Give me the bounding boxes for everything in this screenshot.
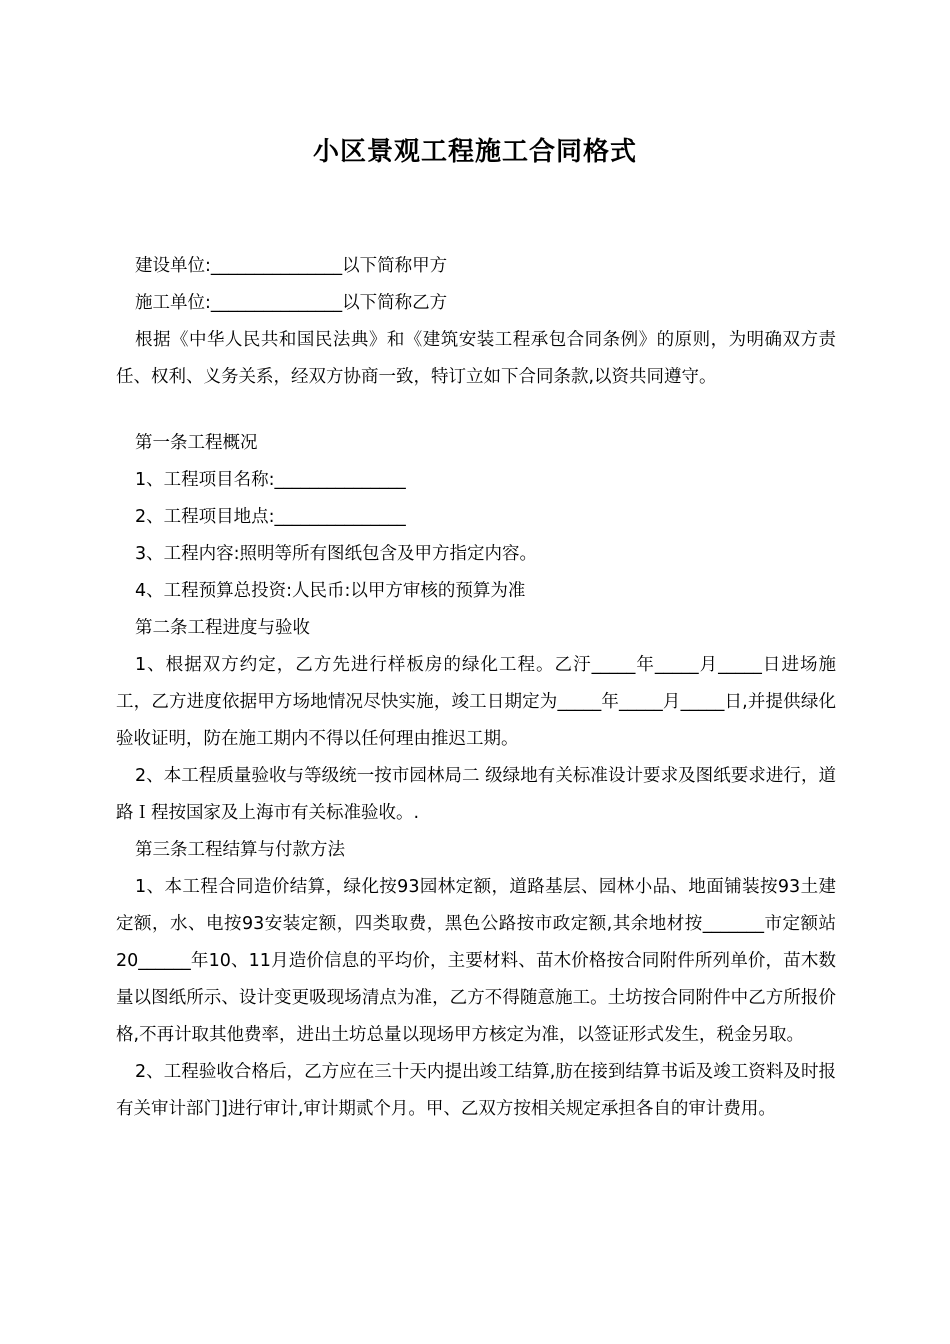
document-title: 小区景观工程施工合同格式 — [312, 137, 637, 167]
clause-contractor-unit: 施工单位:_______________以下简称乙方 — [135, 293, 448, 313]
article-1-item-3: 3、工程内容:照明等所有图纸包含及甲方指定内容。 — [135, 544, 538, 564]
section-spacer — [116, 396, 836, 425]
article-1-item-2: 2、工程项目地点:_______________ — [135, 507, 406, 527]
article-1-item-4: 4、工程预算总投资:人民币:以甲方审核的预算为准 — [135, 581, 526, 601]
article-1-item-1: 1、工程项目名称:_______________ — [135, 470, 406, 490]
document-body — [116, 248, 836, 1128]
article-3-item-2: 2、工程验收合格后，乙方应在三十天内提出竣工结算,肪在接到结算书诟及竣工资料及时报有关审计部门]进行审计,审计期贰个月。甲、乙双方按相关规定承担各自的审计费用。 — [116, 1062, 836, 1119]
article-3-item-1: 1、本工程合同造价结算，绿化按93园林定额，道路基层、园林小品、地面铺装按93土建定额，水、电按93安装定额，四类取费，黑色公路按市政定额,其余地材按_______市定额站20______年10、11月造价信息的平均价，主要材料、苗木价格按合同附件所列单价，苗木数量以图纸所示、设计变更吸现场清点为准，乙方不得随意施工。土坊按合同附件中乙方所报价格,不再计取其他费率，进出土坊总量以现场甲方核定为准，以签证形式发生，税金另取。 — [116, 877, 836, 1045]
article-2-heading: 第二条工程进度与验收 — [135, 618, 310, 638]
clause-construction-unit: 建设单位:_______________以下简称甲方 — [135, 256, 448, 276]
preamble-paragraph: 根据《中华人民共和国民法典》和《建筑安装工程承包合同条例》的原则，为明确双方责任、权利、义务关系，经双方协商一致，特订立如下合同条款,以资共同遵守。 — [116, 330, 836, 387]
article-1-heading: 第一条工程概况 — [135, 433, 258, 453]
article-2-item-2: 2、本工程质量验收与等级统一按市园林局二 级绿地有关标准设计要求及图纸要求进行，道路Ｉ程按国家及上海市有关标准验收。. — [116, 766, 836, 823]
article-2-item-1: 1、根据双方约定，乙方先进行样板房的绿化工程。乙汙_____年_____月_____日进场施工，乙方进度依据甲方场地情况尽快实施，竣工日期定为_____年_____月_____日,并提供绿化验收证明，防在施工期内不得以任何理由推迟工期。 — [116, 655, 836, 749]
article-3-heading: 第三条工程结算与付款方法 — [135, 840, 345, 860]
